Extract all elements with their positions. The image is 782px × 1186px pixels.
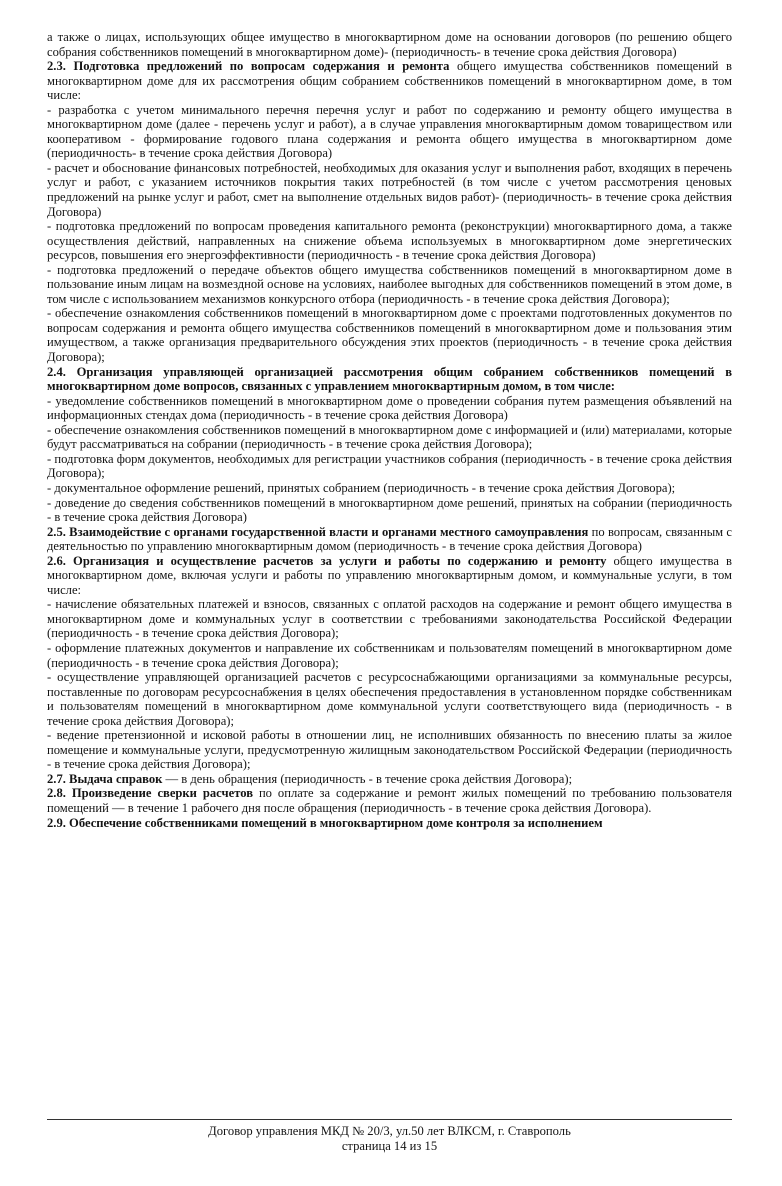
paragraph-text: - подготовка предложений о передаче объектов общего имущества собственников помещений в многоквартирном доме в пользование иным лицам на возмездной основе на условиях, наиболее выгодных для собственников помещений в этом доме, в том числе с использованием механизмов конкурсного отбора (периодичность - в течение срока действия Договора); bbox=[47, 262, 732, 306]
paragraph-text: общего имущества собственников помещений в многоквартирном доме для их рассмотрения общим собранием собственников помещений в многоквартирном доме, в том числе: bbox=[47, 59, 732, 103]
paragraph-heading: 2.4. Организация управляющей организацией рассмотрения общим собранием собственников помещений в многоквартирном доме вопросов, связанных с управлением многоквартирным домом, в том числе: bbox=[47, 364, 732, 394]
paragraph bbox=[47, 670, 732, 728]
footer-divider bbox=[47, 1119, 732, 1120]
paragraph-text: - подготовка форм документов, необходимых для регистрации участников собрания (периодичность - в течение срока действия Договора); bbox=[47, 451, 732, 481]
paragraph-text: - документальное оформление решений, принятых собранием (периодичность - в течение срока действия Договора); bbox=[47, 480, 676, 495]
paragraph-text: - обеспечение ознакомления собственников помещений в многоквартирном доме с проектами подготовленных документов по вопросам содержания и ремонта общего имущества собственников помещений в многоквартирном доме и пользования этим имуществом, а также организация предварительного обсуждения этих проектов (периодичность - в течение срока действия Договора); bbox=[47, 306, 732, 365]
document-body bbox=[47, 30, 732, 830]
footer-contract-title: Договор управления МКД № 20/3, ул.50 лет ВЛКСМ, г. Ставрополь bbox=[208, 1124, 571, 1138]
paragraph-text: — в день обращения (периодичность - в течение срока действия Договора); bbox=[162, 771, 573, 786]
paragraph-text: - подготовка предложений по вопросам проведения капитального ремонта (реконструкции) многоквартирного дома, а также осуществления действий, направленных на снижение объема используемых в многоквартирном доме энергетических ресурсов, повышения его энергоэффективности (периодичность - в течение срока действия Договора) bbox=[47, 219, 732, 263]
paragraph-text: - оформление платежных документов и направление их собственникам и пользователям помещений в многоквартирном доме (периодичность - в течение срока действия Договора); bbox=[47, 640, 732, 670]
paragraph-text: общего имущества в многоквартирном доме, включая услуги и работы по управлению многоквартирным домом, и коммунальные услуги, в том числе: bbox=[47, 553, 733, 597]
paragraph bbox=[47, 263, 732, 307]
page-footer bbox=[47, 1124, 732, 1154]
paragraph bbox=[47, 496, 732, 525]
paragraph-text: - уведомление собственников помещений в многоквартирном доме о проведении собрания путем размещения объявлений на информационных стендах дома (периодичность - в течение срока действия Договора) bbox=[47, 393, 732, 423]
paragraph bbox=[47, 816, 732, 831]
paragraph bbox=[47, 219, 732, 263]
paragraph-heading: 2.9. Обеспечение собственниками помещений в многоквартирном доме контроля за исполнением bbox=[47, 815, 603, 830]
footer-page-number: страница 14 из 15 bbox=[341, 1139, 438, 1153]
paragraph bbox=[47, 554, 732, 598]
paragraph-text: - доведение до сведения собственников помещений в многоквартирном доме решений, принятых на собрании (периодичность - в течение срока действия Договора) bbox=[47, 495, 732, 525]
paragraph-text: - ведение претензионной и исковой работы в отношении лиц, не исполнивших обязанность по внесению платы за жилое помещение и коммунальные услуги, предусмотренную жилищным законодательством Российской Федерации (периодичность - в течение срока действия Договора); bbox=[47, 728, 732, 772]
paragraph-text: а также о лицах, использующих общее имущество в многоквартирном доме на основании договоров (по решению общего собрания собственников помещений в многоквартирном доме)- (периодичность- в течение срока действия Договора) bbox=[47, 30, 732, 59]
paragraph-heading: 2.8. Произведение сверки расчетов bbox=[47, 786, 254, 801]
paragraph bbox=[47, 30, 732, 59]
paragraph bbox=[47, 641, 732, 670]
paragraph bbox=[47, 103, 732, 161]
paragraph-text: - начисление обязательных платежей и взносов, связанных с оплатой расходов на содержание и ремонт общего имущества в многоквартирном доме и коммунальных услуг в соответствии с требованиями законодательства Российской Федерации (периодичность - в течение срока действия Договора); bbox=[47, 597, 732, 641]
paragraph-heading: 2.5. Взаимодействие с органами государственной власти и органами местного самоуправления bbox=[47, 524, 589, 539]
paragraph-text: по вопросам, связанным с деятельностью по управлению многоквартирным домом (периодичность - в течение срока действия Договора) bbox=[47, 524, 732, 554]
paragraph bbox=[47, 306, 732, 364]
paragraph bbox=[47, 728, 732, 772]
paragraph bbox=[47, 786, 732, 815]
paragraph bbox=[47, 394, 732, 423]
paragraph bbox=[47, 772, 732, 787]
paragraph-text: - осуществление управляющей организацией расчетов с ресурсоснабжающими организациями за коммунальные ресурсы, поставленные по договорам ресурсоснабжения в целях обеспечения предоставления в установленном порядке собственникам и пользователям помещений в многоквартирном доме коммунальной услуги соответствующего вида (периодичность - в течение срока действия Договора); bbox=[47, 670, 732, 728]
paragraph-text: по оплате за содержание и ремонт жилых помещений по требованию пользователя помещений — в течение 1 рабочего дня после обращения (периодичность - в течение срока действия Договора). bbox=[47, 786, 732, 815]
paragraph-text: - разработка с учетом минимального перечня перечня услуг и работ по содержанию и ремонту общего имущества в многоквартирном доме (далее - перечень услуг и работ), а в случае управления многоквартирным домом товариществом или кооперативом - формирование годового плана содержания и ремонта общего имущества в многоквартирном доме (периодичность- в течение срока действия Договора) bbox=[47, 102, 732, 161]
paragraph bbox=[47, 597, 732, 641]
paragraph bbox=[47, 423, 732, 452]
paragraph bbox=[47, 59, 732, 103]
paragraph-text: - обеспечение ознакомления собственников помещений в многоквартирном доме с информацией и (или) материалами, которые будут рассматриваться на собрании (периодичность - в течение срока действия Договора); bbox=[47, 422, 732, 452]
paragraph-text: - расчет и обоснование финансовых потребностей, необходимых для оказания услуг и выполнения работ, входящих в перечень услуг и работ, с указанием источников покрытия таких потребностей (в том числе с учетом рассмотрения ценовых предложений на рынке услуг и работ, смет на выполнение отдельных видов работ)- (периодичность- в течение срока действия Договора) bbox=[47, 160, 732, 219]
paragraph-heading: 2.6. Организация и осуществление расчетов за услуги и работы по содержанию и ремонту bbox=[47, 553, 607, 568]
paragraph bbox=[47, 525, 732, 554]
paragraph-heading: 2.3. Подготовка предложений по вопросам содержания и ремонта bbox=[47, 59, 450, 74]
paragraph bbox=[47, 365, 732, 394]
paragraph-heading: 2.7. Выдача справок bbox=[47, 771, 163, 786]
paragraph bbox=[47, 481, 732, 496]
paragraph bbox=[47, 161, 732, 219]
paragraph bbox=[47, 452, 732, 481]
